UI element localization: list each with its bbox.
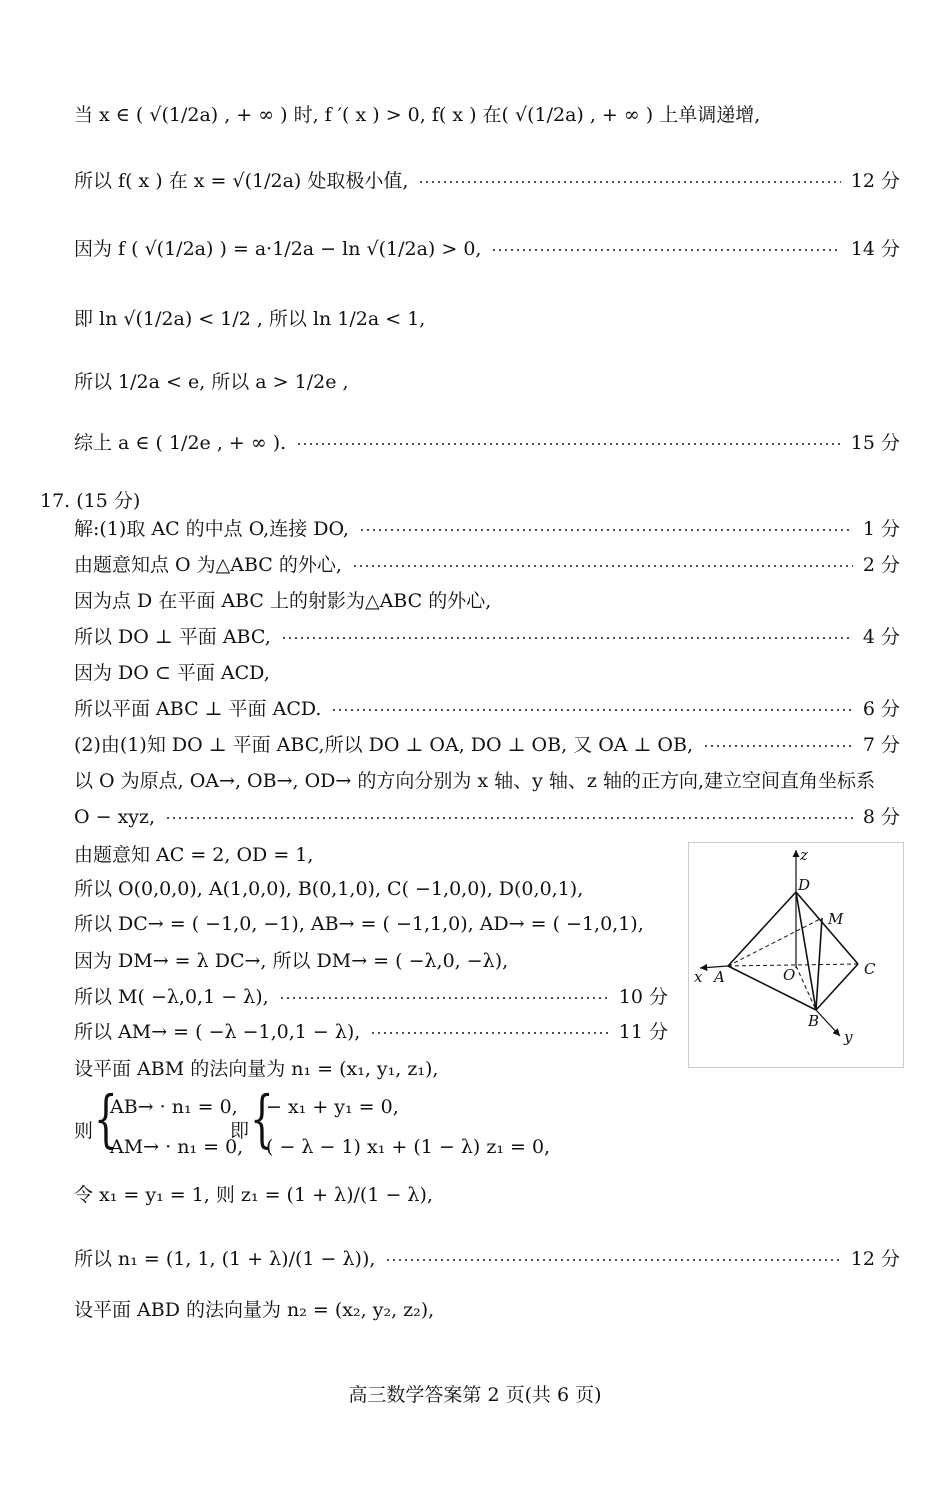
edge-BC xyxy=(816,964,858,1010)
dot-leader xyxy=(359,529,853,531)
system-row: − x₁ + y₁ = 0, xyxy=(266,1096,399,1118)
line-text: 所以 f( x ) 在 x = √(1/2a) 处取极小值, xyxy=(74,170,409,192)
edge-DC xyxy=(796,892,858,964)
score-label: 14 分 xyxy=(850,238,900,260)
score-label: 2 分 xyxy=(862,554,900,576)
solution-line xyxy=(74,628,900,647)
y-axis xyxy=(816,1010,840,1036)
line-text: 所以平面 ABC ⊥ 平面 ACD. xyxy=(74,698,322,720)
line-text: 所以 AM→ = ( −λ −1,0,1 − λ), xyxy=(74,1021,361,1043)
dot-leader xyxy=(279,997,609,999)
label-B: B xyxy=(808,1012,820,1030)
line-ln-inequality xyxy=(74,310,425,329)
line-text: (2)由(1)知 DO ⊥ 平面 ABC,所以 DO ⊥ OA, DO ⊥ OB, 又 OA ⊥ OB, xyxy=(74,734,694,756)
line-text: O − xyz, xyxy=(74,806,156,828)
dot-leader xyxy=(491,249,840,251)
label-x: x xyxy=(694,968,703,986)
score-label: 8 分 xyxy=(862,806,900,828)
score-label: 12 分 xyxy=(850,170,900,192)
line-text: 因为 f ( √(1/2a) ) = a·1/2a − ln √(1/2a) > 0, xyxy=(74,238,482,260)
line-minimum xyxy=(74,172,900,191)
solution-line xyxy=(74,1186,433,1205)
score-label: 10 分 xyxy=(618,986,668,1008)
label-O: O xyxy=(783,966,796,984)
line-text: 即 ln √(1/2a) < 1/2 , 所以 ln 1/2a < 1, xyxy=(74,308,426,330)
line-text: 因为 DM→ = λ DC→, 所以 DM→ = ( −λ,0, −λ), xyxy=(74,950,509,972)
score-label: 4 分 xyxy=(862,626,900,648)
dot-leader xyxy=(352,565,853,567)
line-text: 因为 DO ⊂ 平面 ACD, xyxy=(74,662,270,684)
label-y: y xyxy=(844,1028,853,1046)
solution-line xyxy=(74,880,583,899)
solution-line xyxy=(74,846,313,865)
line-text: 由题意知 AC = 2, OD = 1, xyxy=(74,844,314,866)
line-text: 设平面 ABD 的法向量为 n₂ = (x₂, y₂, z₂), xyxy=(74,1299,435,1321)
line-text: 当 x ∈ ( √(1/2a) , + ∞ ) 时, f ′( x ) > 0, f( x ) 在( √(1/2a) , + ∞ ) 上单调递增, xyxy=(74,104,761,126)
line-text: 所以 M( −λ,0,1 − λ), xyxy=(74,986,269,1008)
dot-leader xyxy=(385,1259,840,1261)
solution-line xyxy=(74,700,900,719)
label-M: M xyxy=(828,910,844,928)
system-row: AM→ · n₁ = 0, xyxy=(110,1136,244,1158)
line-text: 所以 O(0,0,0), A(1,0,0), B(0,1,0), C( −1,0,0), D(0,0,1), xyxy=(74,878,584,900)
line-text: 所以 DC→ = ( −1,0, −1), AB→ = ( −1,1,0), AD→ = ( −1,0,1), xyxy=(74,913,644,935)
line-text: 由题意知点 O 为△ABC 的外心, xyxy=(74,554,342,576)
solution-line xyxy=(74,1023,668,1042)
solution-line xyxy=(74,772,875,791)
edge-MB xyxy=(816,918,822,1010)
line-a-bound xyxy=(74,373,349,392)
score-label: 15 分 xyxy=(850,432,900,454)
left-brace-icon: { xyxy=(94,1082,118,1155)
system-row: ( − λ − 1) x₁ + (1 − λ) z₁ = 0, xyxy=(266,1136,551,1158)
question-number: 17. (15 分) xyxy=(40,490,141,512)
score-label: 7 分 xyxy=(862,734,900,756)
dot-leader xyxy=(370,1032,608,1034)
line-text: 所以 n₁ = (1, 1, (1 + λ)/(1 − λ)), xyxy=(74,1248,376,1270)
line-text: 综上 a ∈ ( 1/2e , + ∞ ). xyxy=(74,432,287,454)
solution-line xyxy=(74,556,900,575)
score-label: 12 分 xyxy=(850,1248,900,1270)
solution-line xyxy=(74,1060,438,1079)
line-text: 令 x₁ = y₁ = 1, 则 z₁ = (1 + λ)/(1 − λ), xyxy=(74,1184,433,1206)
solution-line xyxy=(74,952,508,971)
dot-leader xyxy=(418,181,840,183)
left-brace-icon: { xyxy=(250,1082,274,1155)
system-row: AB→ · n₁ = 0, xyxy=(110,1096,238,1118)
line-text: 所以 1/2a < e, 所以 a > 1/2e , xyxy=(74,371,349,393)
solution-line xyxy=(74,520,900,539)
dot-leader xyxy=(703,745,853,747)
line-f-value xyxy=(74,240,900,259)
tetrahedron-diagram xyxy=(688,842,904,1068)
score-label: 1 分 xyxy=(862,518,900,540)
edge-DB xyxy=(796,892,816,1010)
label-D: D xyxy=(798,876,811,894)
system-lead: 则 xyxy=(74,1120,94,1142)
line-text: 解:(1)取 AC 的中点 O,连接 DO, xyxy=(74,518,349,540)
line-text: 设平面 ABM 的法向量为 n₁ = (x₁, y₁, z₁), xyxy=(74,1058,439,1080)
solution-line xyxy=(74,808,900,827)
page-footer: 高三数学答案第 2 页(共 6 页) xyxy=(348,1384,602,1406)
edge-AD xyxy=(728,892,796,966)
solution-line xyxy=(74,1301,434,1320)
dot-leader xyxy=(165,817,853,819)
score-label: 6 分 xyxy=(862,698,900,720)
solution-line xyxy=(74,988,668,1007)
score-label: 11 分 xyxy=(618,1021,668,1043)
line-text: 所以 DO ⊥ 平面 ABC, xyxy=(74,626,271,648)
solution-line xyxy=(74,664,270,683)
dot-leader xyxy=(331,709,852,711)
line-monotonic-increase xyxy=(74,106,900,125)
label-C: C xyxy=(864,960,876,978)
solution-line xyxy=(74,1250,900,1269)
line-text: 以 O 为原点, OA→, OB→, OD→ 的方向分别为 x 轴、y 轴、z 轴的正方向,建立空间直角坐标系 xyxy=(74,770,875,792)
label-A: A xyxy=(714,968,725,986)
dot-leader xyxy=(281,637,853,639)
line-conclusion xyxy=(74,434,900,453)
dot-leader xyxy=(296,443,841,445)
line-text: 因为点 D 在平面 ABC 上的射影为△ABC 的外心, xyxy=(74,590,492,612)
solution-line xyxy=(74,592,491,611)
solution-line xyxy=(74,736,900,755)
edge-AB xyxy=(728,966,816,1010)
solution-line xyxy=(74,915,644,934)
system-mid: 即 xyxy=(230,1120,250,1142)
label-z: z xyxy=(800,846,808,864)
